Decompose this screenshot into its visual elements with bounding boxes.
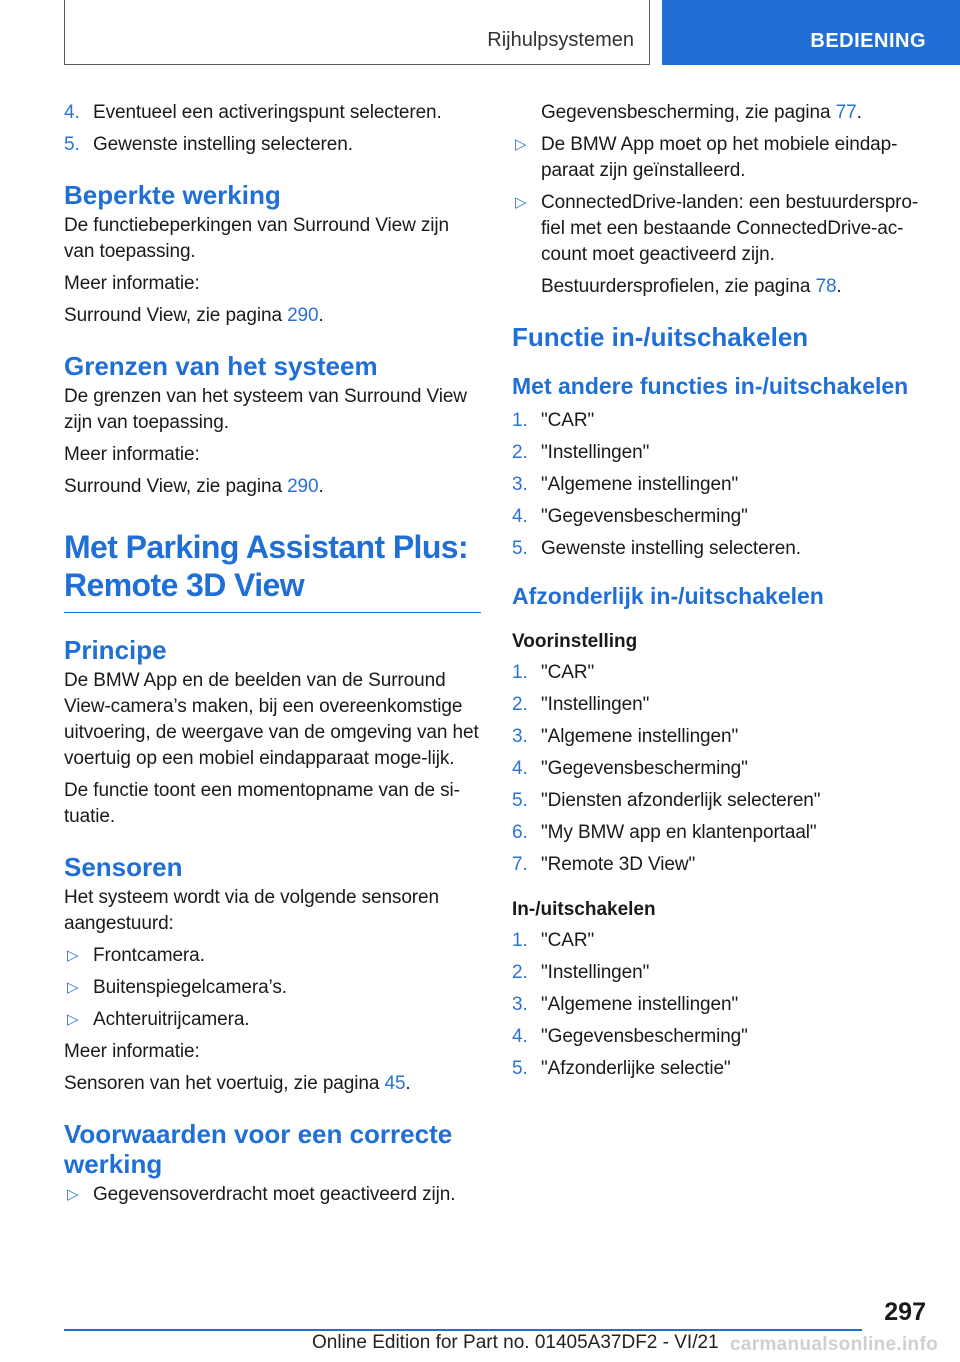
- list-item: 3. "Algemene instellingen": [512, 474, 739, 495]
- triangle-bullet-icon: ▷: [67, 947, 79, 964]
- list-item: 1. "CAR": [512, 410, 595, 431]
- heading-grenzen: Grenzen van het systeem: [64, 351, 378, 381]
- list-item: ▷ Achteruitrijcamera.: [64, 1007, 481, 1033]
- list-item: ▷ Frontcamera.: [64, 943, 481, 969]
- list-item: 5. "Afzonderlijke selectie": [512, 1058, 731, 1079]
- list-item: 2. "Instellingen": [512, 442, 650, 463]
- reference-line: Sensoren van het voertuig, zie pagina 45.: [64, 1073, 411, 1094]
- paragraph: De BMW App en de beelden van de Surround View-camera’s maken, bij een overeenkomstige uitvoering, de weergave van de omgeving van het voertuig op een mobiel eindapparaat moge-lijk.: [64, 670, 479, 769]
- triangle-bullet-icon: ▷: [67, 979, 79, 996]
- footer-edition: Online Edition for Part no. 01405A37DF2 - VI/21: [312, 1332, 719, 1353]
- list-item: ▷ De BMW App moet op het mobiele eindap-paraat zijn geïnstalleerd.: [515, 134, 898, 181]
- list-item: 4. "Gegevensbescherming": [512, 506, 748, 527]
- list-item: 2. "Instellingen": [512, 962, 650, 983]
- list-item: 3. "Algemene instellingen": [512, 994, 739, 1015]
- list-item: 7. "Remote 3D View": [512, 854, 696, 875]
- header-section-title: Rijhulpsystemen: [487, 29, 634, 51]
- header-chapter-label: BEDIENING: [810, 30, 926, 52]
- list-item: 4. "Gegevensbescherming": [512, 1026, 748, 1047]
- heading-met-andere: Met andere functies in-/uitschakelen: [512, 373, 909, 399]
- list-item: 5. Gewenste instelling selecteren.: [512, 538, 801, 559]
- list-item: 6. "My BMW app en klantenportaal": [512, 822, 817, 843]
- right-column: [512, 100, 928, 1088]
- paragraph: De functie toont een momentopname van de si-tuatie.: [64, 780, 460, 827]
- reference-line: Surround View, zie pagina 290.: [64, 305, 324, 326]
- list-item: 2. "Instellingen": [512, 694, 650, 715]
- watermark: carmanualsonline.info: [730, 1334, 938, 1355]
- list-item: 1. "CAR": [512, 930, 595, 951]
- list-item: ▷ Buitenspiegelcamera’s.: [64, 975, 481, 1001]
- heading-sensoren: Sensoren: [64, 852, 183, 882]
- page-link[interactable]: 290: [287, 305, 319, 326]
- triangle-bullet-icon: ▷: [515, 194, 527, 211]
- reference-line: Gegevensbescherming, zie pagina 77.: [541, 102, 862, 123]
- paragraph: De functiebeperkingen van Surround View zijn van toepassing.: [64, 215, 449, 262]
- list-item: 5. Gewenste instelling selecteren.: [64, 134, 353, 155]
- left-column: [64, 100, 481, 1214]
- footer-divider: [64, 1329, 862, 1331]
- paragraph: Meer informatie:: [64, 444, 200, 465]
- list-item: 4. Eventueel een activeringspunt selecteren.: [64, 102, 442, 123]
- main-title: Met Parking Assistant Plus: Remote 3D View: [64, 528, 481, 613]
- paragraph: Meer informatie:: [64, 1041, 200, 1062]
- page-link[interactable]: 77: [835, 102, 857, 123]
- heading-afzonderlijk: Afzonderlijk in-/uitschakelen: [512, 583, 824, 609]
- paragraph: Meer informatie:: [64, 273, 200, 294]
- triangle-bullet-icon: ▷: [515, 136, 527, 153]
- list-item: 5. "Diensten afzonderlijk selecteren": [512, 790, 821, 811]
- paragraph: Het systeem wordt via de volgende sensoren aangestuurd:: [64, 887, 439, 934]
- reference-line: Surround View, zie pagina 290.: [64, 476, 324, 497]
- heading-voorinstelling: Voorinstelling: [512, 631, 638, 652]
- list-item: 4. "Gegevensbescherming": [512, 758, 748, 779]
- page-number: 297: [884, 1298, 926, 1326]
- page-link[interactable]: 78: [815, 276, 837, 297]
- triangle-bullet-icon: ▷: [67, 1186, 79, 1203]
- heading-functie: Functie in-/uitschakelen: [512, 322, 809, 352]
- reference-line: Bestuurdersprofielen, zie pagina 78.: [541, 276, 842, 297]
- page-link[interactable]: 45: [384, 1073, 406, 1094]
- heading-principe: Principe: [64, 635, 167, 665]
- list-item: ▷ Gegevensoverdracht moet geactiveerd zijn.: [64, 1182, 481, 1208]
- list-item: 1. "CAR": [512, 662, 595, 683]
- list-item: 3. "Algemene instellingen": [512, 726, 739, 747]
- heading-in-uitschakelen: In-/uitschakelen: [512, 899, 656, 920]
- heading-beperkte-werking: Beperkte werking: [64, 180, 281, 210]
- header-chapter-tab[interactable]: [662, 0, 960, 65]
- page-link[interactable]: 290: [287, 476, 319, 497]
- triangle-bullet-icon: ▷: [67, 1011, 79, 1028]
- list-item: ▷ ConnectedDrive-landen: een bestuurderspro-fiel met een bestaande ConnectedDrive-ac-count moet geactiveerd zijn.: [515, 192, 919, 265]
- heading-voorwaarden: Voorwaarden voor een correcte werking: [64, 1119, 453, 1179]
- paragraph: De grenzen van het systeem van Surround View zijn van toepassing.: [64, 386, 467, 433]
